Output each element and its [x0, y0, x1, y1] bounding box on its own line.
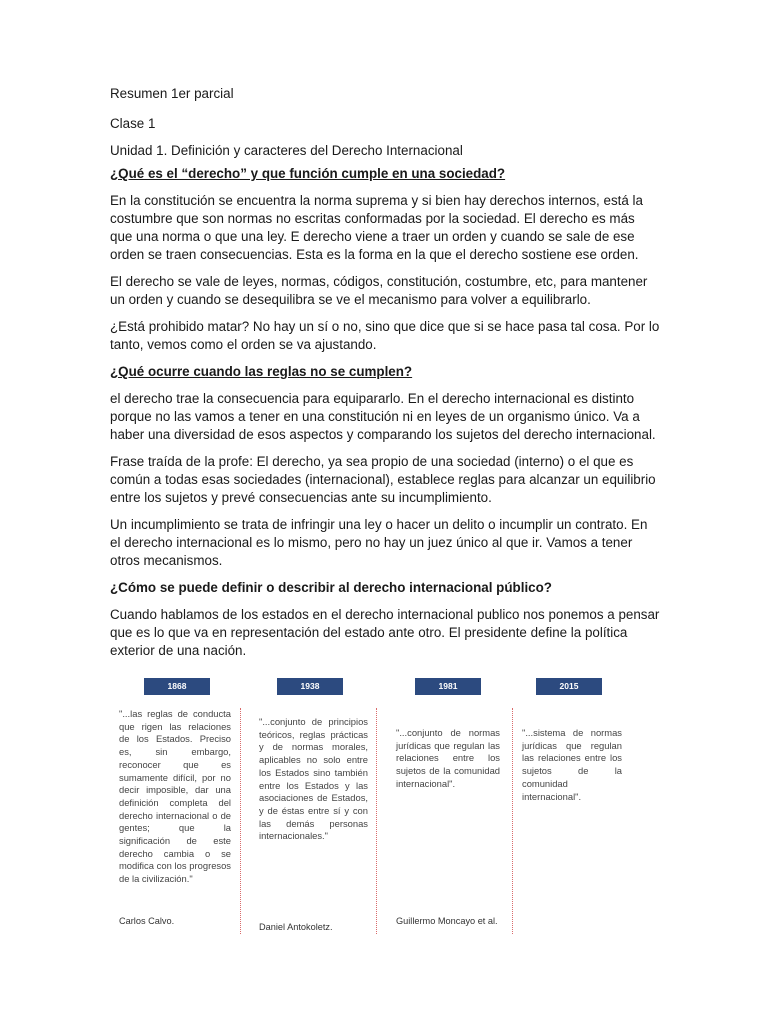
timeline-divider	[240, 708, 241, 934]
question-heading-3: ¿Cómo se puede definir o describir al derecho internacional público?	[110, 580, 552, 595]
paragraph-4: el derecho trae la consecuencia para equipararlo. En el derecho internacional es distinto porque no las vamos a tener en una constitución ni en leyes de un organismo único. Va a haber una diversidad de esos aspectos y comparando los sujetos del derecho internacional.	[110, 391, 656, 442]
paragraph-3: ¿Está prohibido matar? No hay un sí o no, sino que dice que si se hace pasa tal cosa. Por lo tanto, vemos como el orden se va ajustando.	[110, 319, 660, 352]
definitions-timeline-figure	[110, 672, 630, 934]
timeline-divider	[512, 708, 513, 934]
timeline-entry	[110, 672, 235, 934]
question-heading-1: ¿Qué es el “derecho” y que función cumple en una sociedad?	[110, 166, 506, 181]
paragraph-7: Cuando hablamos de los estados en el derecho internacional publico nos ponemos a pensar que es lo que va en representación del estado ante otro. El presidente define la política exterior de una nación.	[110, 607, 660, 658]
timeline-entry	[393, 672, 511, 934]
timeline-entry	[253, 672, 378, 934]
quote-author: Guillermo Moncayo et al.	[396, 916, 498, 926]
paragraph-5: Frase traída de la profe: El derecho, ya sea propio de una sociedad (interno) o el que es común a todas esas sociedades (internacional), establece reglas para alcanzar un equilibrio entre los sujetos y prevé consecuencias ante su incumplimiento.	[110, 454, 656, 505]
definition-quote: "...sistema de normas jurídicas que regulan las relaciones entre los sujetos de la comunidad internacional".	[522, 727, 622, 802]
paragraph-2: El derecho se vale de leyes, normas, códigos, constitución, costumbre, etc, para mantener un orden y cuando se desequilibra se ve el mecanismo para volver a equilibrarlo.	[110, 274, 648, 307]
quote-author: Carlos Calvo.	[119, 916, 175, 926]
timeline-entry	[518, 672, 628, 934]
document-title: Resumen 1er parcial	[110, 86, 234, 101]
document-body	[110, 85, 660, 669]
timeline-divider	[376, 708, 377, 934]
year-badge: 1938	[277, 678, 343, 695]
question-heading-2: ¿Qué ocurre cuando las reglas no se cumplen?	[110, 364, 413, 379]
year-badge: 1868	[144, 678, 210, 695]
definition-quote: "...conjunto de normas jurídicas que regulan las relaciones entre los sujetos de la comunidad internacional".	[396, 727, 500, 789]
year-badge: 1981	[415, 678, 481, 695]
quote-author: Daniel Antokoletz.	[259, 922, 333, 932]
definition-quote: "...las reglas de conducta que rigen las relaciones de los Estados. Preciso es, sin embargo, reconocer que es sumamente difícil, por no decir imposible, dar una definición completa del derecho internacional o de gentes; que la significación de este derecho cambia o se modifica con los progresos de la civilización."	[119, 708, 231, 885]
year-badge: 2015	[536, 678, 602, 695]
paragraph-1: En la constitución se encuentra la norma suprema y si bien hay derechos internos, está la costumbre que son normas no escritas conformadas por la sociedad. El derecho es más que una norma o que una ley. E derecho viene a traer un orden y cuando se sale de ese orden se traen consecuencias. Esta es la forma en la que el derecho sostiene ese orden.	[110, 193, 643, 262]
paragraph-6: Un incumplimiento se trata de infringir una ley o hacer un delito o incumplir un contrato. En el derecho internacional es lo mismo, pero no hay un juez único al que ir. Vamos a tener otros mecanismos.	[110, 517, 648, 568]
definition-quote: "...conjunto de principios teóricos, reglas prácticas y de normas morales, aplicables no solo entre los Estados sino también entre los Estados y las asociaciones de Estados, y de éstas entre sí y con las demás personas internacionales."	[259, 716, 368, 842]
class-label: Clase 1	[110, 116, 156, 131]
unit-heading: Unidad 1. Definición y caracteres del Derecho Internacional	[110, 143, 463, 158]
